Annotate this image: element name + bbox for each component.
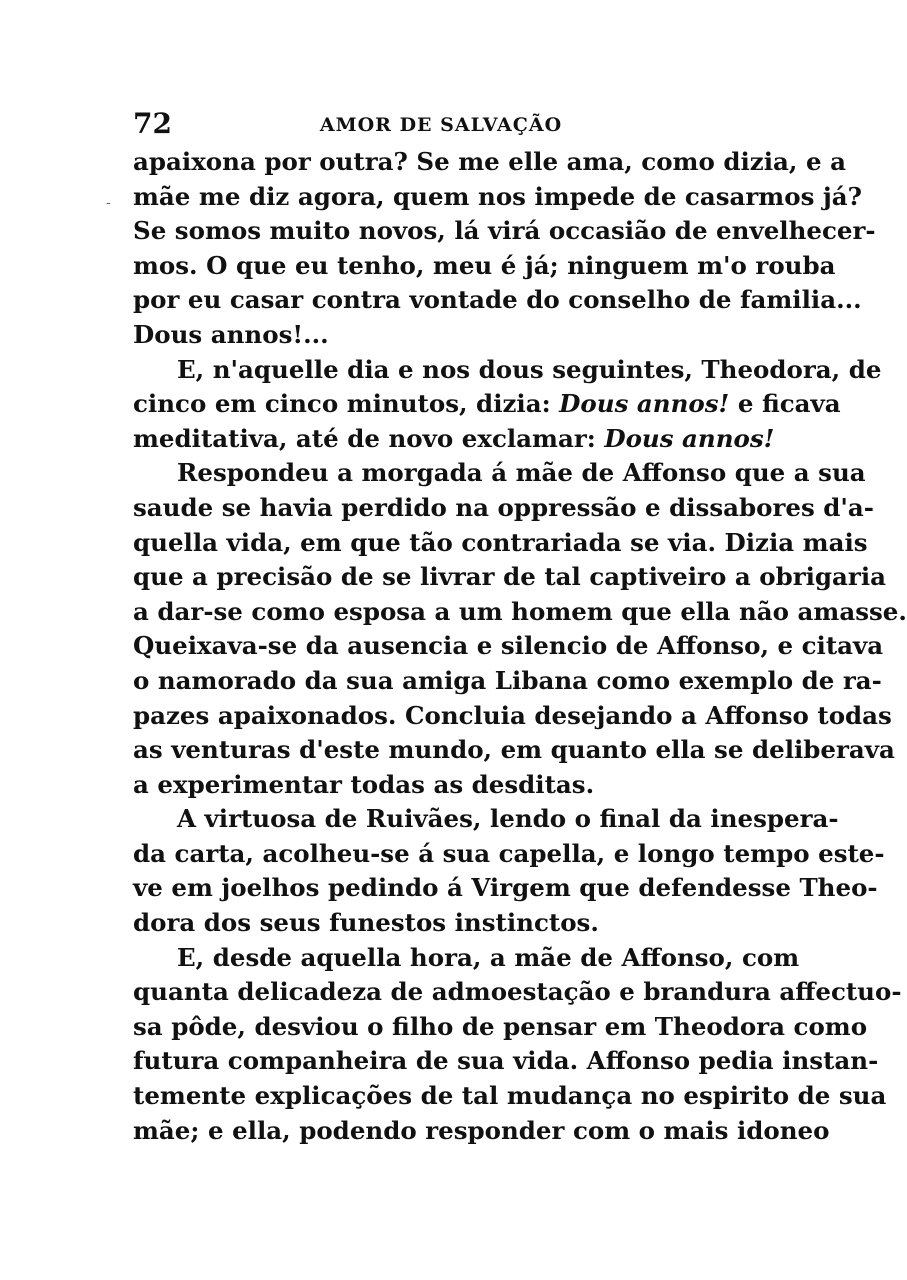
text-segment: meditativa, até de novo exclamar:	[133, 423, 596, 453]
page-header	[133, 106, 749, 142]
running-title: AMOR DE SALVAÇÃO	[319, 114, 563, 136]
text-line: Queixava-se da ausencia e silencio de Affonso, e citava	[133, 631, 884, 661]
italic-phrase: Dous annos!	[559, 389, 730, 419]
text-line: Respondeu a morgada á mãe de Affonso que a sua	[177, 458, 866, 488]
text-line: Dous annos!...	[133, 319, 329, 349]
text-line: mãe me diz agora, quem nos impede de casarmos já?	[133, 181, 862, 211]
text-line: sa pôde, desviou o filho de pensar em Theodora como	[133, 1011, 868, 1041]
text-line: saude se havia perdido na oppressão e dissabores d'a-	[133, 492, 874, 522]
text-line: as venturas d'este mundo, em quanto ella se deliberava	[133, 735, 895, 765]
text-line: E, n'aquelle dia e nos dous seguintes, Theodora, de	[177, 354, 882, 384]
text-line: temente explicações de tal mudança no espirito de sua	[133, 1081, 887, 1111]
text-line: que a precisão de se livrar de tal captiveiro a obrigaria	[133, 562, 887, 592]
italic-phrase: Dous annos!	[604, 423, 775, 453]
text-line: Se somos muito novos, lá virá occasião de envelhecer-	[133, 216, 876, 246]
text-segment: cinco em cinco minutos, dizia:	[133, 389, 551, 419]
margin-mark: -	[106, 195, 111, 211]
text-line: dora dos seus funestos instinctos.	[133, 908, 599, 938]
text-line: por eu casar contra vontade do conselho de familia...	[133, 285, 862, 315]
text-line: mãe; e ella, podendo responder com o mais idoneo	[133, 1115, 830, 1145]
text-line: mos. O que eu tenho, meu é já; ninguem m'o rouba	[133, 250, 836, 280]
text-line: da carta, acolheu-se á sua capella, e longo tempo este-	[133, 838, 885, 868]
text-line: pazes apaixonados. Concluia desejando a Affonso todas	[133, 700, 892, 730]
text-line: quella vida, em que tão contrariada se via. Dizia mais	[133, 527, 868, 557]
text-line: a dar-se como esposa a um homem que ella não amasse.	[133, 596, 907, 626]
text-line: o namorado da sua amiga Libana como exemplo de ra-	[133, 665, 882, 695]
body-text	[133, 145, 907, 1148]
text-line: quanta delicadeza de admoestação e brandura affectuo-	[133, 977, 902, 1007]
text-segment: e ficava	[737, 389, 841, 419]
page-number: 72	[133, 107, 172, 140]
text-line: apaixona por outra? Se me elle ama, como dizia, e a	[133, 147, 846, 176]
text-line: a experimentar todas as desditas.	[133, 769, 595, 799]
text-line: futura companheira de sua vida. Affonso pedia instan-	[133, 1046, 879, 1076]
text-line: A virtuosa de Ruivães, lendo o final da inespera-	[177, 804, 839, 834]
text-line: ve em joelhos pedindo á Virgem que defendesse Theo-	[133, 873, 878, 903]
text-line	[133, 422, 775, 457]
text-line: E, desde aquella hora, a mãe de Affonso, com	[177, 942, 800, 972]
text-line	[133, 387, 841, 422]
